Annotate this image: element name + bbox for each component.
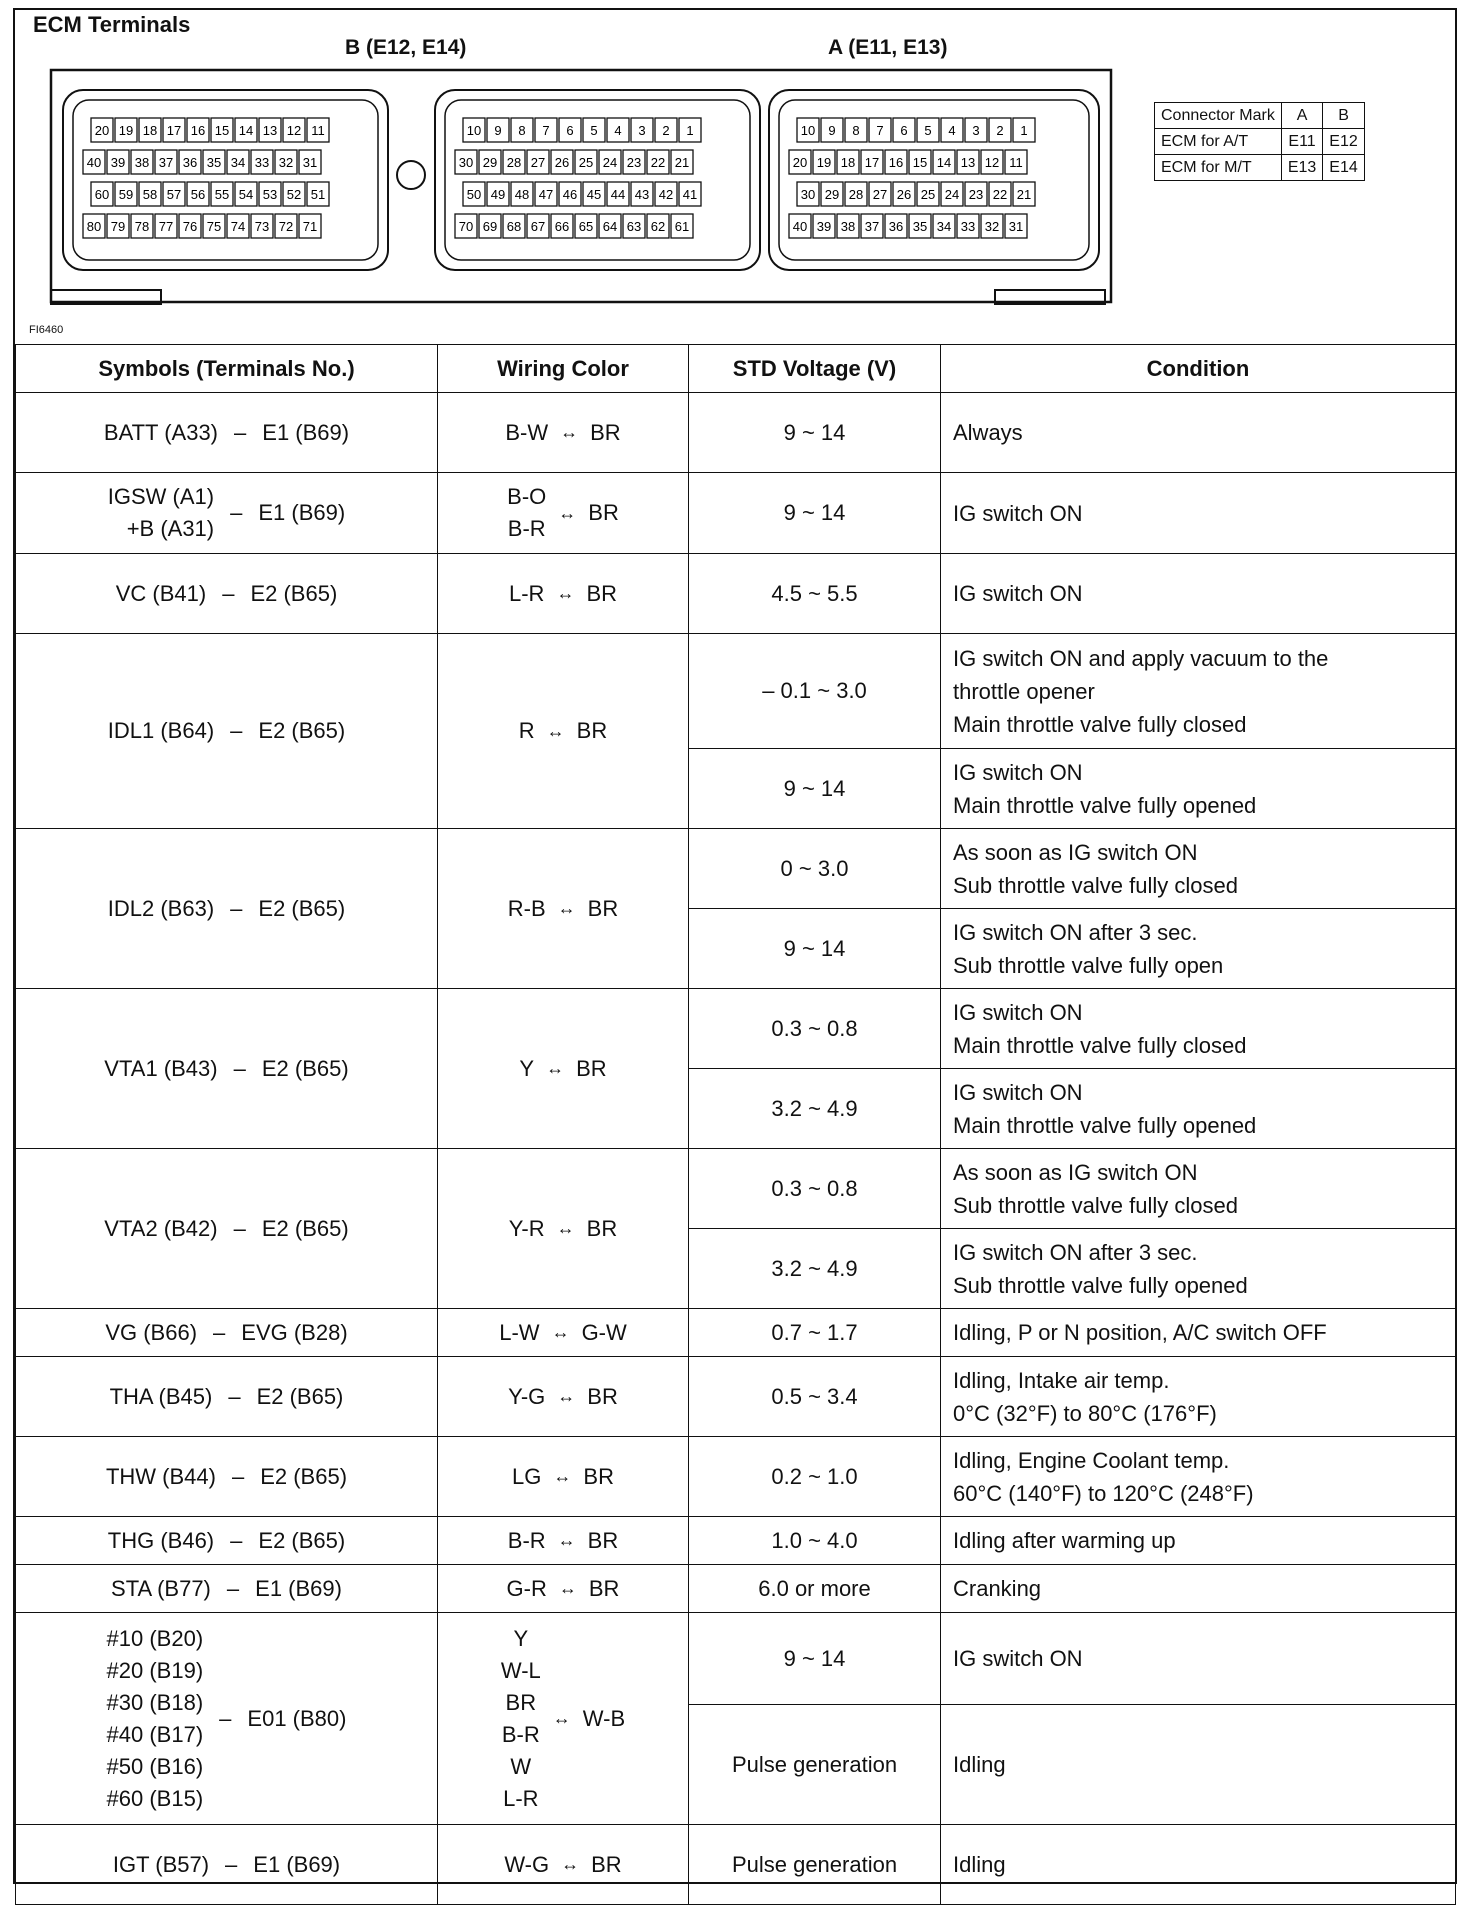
connector-b-left-pin-label: 35	[206, 155, 222, 170]
connector-a-pin-label: 21	[1016, 187, 1032, 202]
connector-a-pin-label: 36	[888, 219, 904, 234]
symbol-ground: E2 (B65)	[260, 1463, 348, 1489]
connector-a-pin-label: 31	[1008, 219, 1024, 234]
condition: Always	[941, 393, 1456, 473]
connector-a-pin-label: 34	[936, 219, 952, 234]
connector-b-left-pin-label: 15	[214, 123, 230, 138]
connector-b-right-pin-label: 3	[638, 123, 646, 138]
connector-a-pin-label: 4	[948, 123, 956, 138]
ecm-at-b: E12	[1323, 129, 1364, 155]
connector-b-left-pin-label: 79	[110, 219, 126, 234]
symbol-terminal: #20 (B19)	[106, 1657, 204, 1683]
connector-b-right-pin-label: 47	[538, 187, 554, 202]
symbol-ground: E2 (B65)	[256, 1383, 344, 1409]
connector-b-right-pin-label: 62	[650, 219, 666, 234]
connector-b-right-pin-label: 42	[658, 187, 674, 202]
connector-mark-table	[1154, 102, 1365, 181]
symbol-terminal: THA (B45)	[109, 1383, 213, 1409]
wire-color-ground: BR	[591, 1851, 622, 1877]
connector-a-pin-label: 10	[800, 123, 816, 138]
wire-color: W-G	[504, 1851, 550, 1877]
dash: –	[230, 1527, 243, 1553]
wire-color: R	[518, 718, 535, 743]
connector-a-pin-label: 29	[824, 187, 840, 202]
dash: –	[230, 895, 243, 921]
arrow-icon: ↔	[546, 720, 565, 741]
header-voltage: STD Voltage (V)	[689, 345, 941, 393]
connector-b-left-pin-label: 34	[230, 155, 246, 170]
std-voltage: 1.0 ~ 4.0	[689, 1517, 941, 1565]
symbol-terminal: IDL1 (B64)	[107, 718, 215, 743]
wire-color: R-B	[507, 895, 546, 921]
condition: As soon as IG switch ON Sub throttle valve fully closed	[941, 829, 1456, 909]
connector-mark-b: B	[1323, 103, 1364, 129]
connector-b-left-pin-label: 53	[262, 187, 278, 202]
symbol-terminal: VC (B41)	[115, 580, 207, 606]
arrow-icon: ↔	[556, 1218, 575, 1238]
arrow-icon: ↔	[557, 898, 576, 918]
symbol-terminal: +B (A31)	[126, 516, 215, 541]
connector-b-left-pin-label: 56	[190, 187, 206, 202]
wire-color-ground: BR	[587, 1383, 618, 1409]
connector-b-right-pin-label: 25	[578, 155, 594, 170]
std-voltage: 0.5 ~ 3.4	[689, 1357, 941, 1437]
table-row	[16, 1825, 1456, 1905]
connector-b-left-pin-label: 51	[310, 187, 326, 202]
connector-b-left-pin-label: 38	[134, 155, 150, 170]
connector-b-right-pin-label: 29	[482, 155, 498, 170]
table-row	[16, 554, 1456, 634]
dash: –	[213, 1319, 226, 1345]
connector-b-right-pin-label: 30	[458, 155, 474, 170]
connector-a-pin-label: 38	[840, 219, 856, 234]
connector-b-left-pin-label: 18	[142, 123, 158, 138]
connector-b-right-pin-label: 21	[674, 155, 690, 170]
arrow-icon: ↔	[557, 1530, 576, 1550]
wire-color-ground: BR	[588, 1575, 620, 1601]
connector-a-label: A (E11, E13)	[828, 36, 948, 59]
table-row	[16, 1149, 1456, 1229]
arrow-icon: ↔	[551, 1322, 570, 1342]
wire-color-ground: BR	[586, 580, 617, 606]
wire-color: BR	[505, 1689, 537, 1715]
table-header	[16, 345, 1456, 393]
symbol-terminal: VG (B66)	[105, 1319, 198, 1345]
table-row	[16, 829, 1456, 909]
connector-b-right-pin-label: 65	[578, 219, 594, 234]
wire-color-ground: BR	[588, 500, 619, 525]
table-row	[16, 1517, 1456, 1565]
connector-mark-header	[1155, 103, 1365, 129]
connector-b-right-pin-label: 63	[626, 219, 642, 234]
connector-a-pin-label: 17	[864, 155, 880, 170]
condition: IG switch ON	[941, 473, 1456, 554]
connector-b-right-pin-label: 6	[566, 123, 574, 138]
std-voltage: Pulse generation	[689, 1825, 941, 1905]
symbol-terminal: #50 (B16)	[106, 1753, 204, 1779]
connector-a-pin-label: 13	[960, 155, 976, 170]
symbol-ground: E01 (B80)	[247, 1705, 347, 1731]
symbol-terminal: #40 (B17)	[106, 1721, 204, 1747]
wire-color-ground: BR	[576, 1055, 607, 1081]
connector-b-right-pin-label: 69	[482, 219, 498, 234]
connector-a-pin-label: 2	[996, 123, 1004, 138]
symbol-ground: E2 (B65)	[258, 895, 346, 921]
symbol-ground: E1 (B69)	[253, 1851, 341, 1877]
wire-color: LG	[512, 1463, 542, 1489]
connector-b-right-pin-label: 2	[662, 123, 670, 138]
condition: IG switch ON after 3 sec. Sub throttle valve fully open	[941, 909, 1456, 989]
wire-color-ground: BR	[583, 1463, 614, 1489]
connector-b-right-pin-label: 7	[542, 123, 550, 138]
connector-a-pin-label: 7	[876, 123, 884, 138]
std-voltage: – 0.1 ~ 3.0	[689, 634, 941, 749]
connector-b-left-pin-label: 36	[182, 155, 198, 170]
connector-b-right-pin-label: 68	[506, 219, 522, 234]
connector-b-left-pin-label: 11	[311, 123, 325, 138]
condition: IG switch ON Main throttle valve fully closed	[941, 989, 1456, 1069]
wire-color-ground: BR	[586, 1215, 618, 1241]
std-voltage: 3.2 ~ 4.9	[689, 1229, 941, 1309]
symbol-ground: E2 (B65)	[250, 580, 338, 606]
std-voltage: 4.5 ~ 5.5	[689, 554, 941, 634]
wire-color: Y	[519, 1055, 535, 1081]
symbol-ground: EVG (B28)	[241, 1319, 348, 1345]
connector-b-right-pin-label: 67	[530, 219, 546, 234]
arrow-icon: ↔	[558, 1578, 577, 1598]
dash: –	[231, 1463, 245, 1489]
connector-b-right-pin-label: 4	[614, 123, 622, 138]
std-voltage: 0 ~ 3.0	[689, 829, 941, 909]
symbol-terminal: VTA2 (B42)	[104, 1215, 218, 1241]
condition: Idling	[941, 1705, 1456, 1825]
connector-a-pin-label: 18	[840, 155, 856, 170]
connector-b-right-pin-label: 44	[610, 187, 626, 202]
connector-a-pin-label: 30	[800, 187, 816, 202]
connector-b-right-pin-label: 9	[494, 123, 502, 138]
dash: –	[226, 1575, 240, 1601]
std-voltage: 6.0 or more	[689, 1565, 941, 1613]
wire-color-ground: BR	[587, 1527, 619, 1553]
header-symbols: Symbols (Terminals No.)	[16, 345, 438, 393]
table-row	[16, 473, 1456, 554]
symbol-terminal: IGSW (A1)	[107, 484, 215, 509]
connector-b-right-pin-label: 24	[602, 155, 618, 170]
arrow-icon: ↔	[560, 422, 579, 442]
symbol-terminal: #60 (B15)	[106, 1785, 204, 1811]
std-voltage: 9 ~ 14	[689, 393, 941, 473]
connector-a-pin-label: 28	[848, 187, 864, 202]
connector-b-left-pin-label: 59	[118, 187, 134, 202]
page-frame	[13, 8, 1457, 1884]
std-voltage: 0.3 ~ 0.8	[689, 1149, 941, 1229]
connector-a-pin-label: 6	[900, 123, 908, 138]
header-condition: Condition	[941, 345, 1456, 393]
table-row	[16, 634, 1456, 749]
symbol-ground: E1 (B69)	[255, 1575, 342, 1601]
wire-color: L-W	[499, 1319, 540, 1345]
symbol-ground: E2 (B65)	[261, 1215, 349, 1241]
ecm-mt-b: E14	[1323, 155, 1364, 181]
connector-b-right-pin-label: 8	[518, 123, 526, 138]
condition: IG switch ON	[941, 1613, 1456, 1705]
connector-b-left-pin-label: 58	[142, 187, 158, 202]
wire-color-ground: BR	[590, 419, 621, 445]
connector-b-left-pin-label: 14	[238, 123, 254, 138]
connector-a-pin-label: 1	[1020, 123, 1028, 138]
wire-color-ground: BR	[576, 718, 608, 743]
ecm-mt-a: E13	[1281, 155, 1322, 181]
figure-id: FI6460	[29, 324, 64, 336]
connector-b-right-pin-label: 5	[590, 123, 598, 138]
connector-b-right-pin-label: 27	[530, 155, 546, 170]
wire-color-ground: BR	[587, 895, 619, 921]
terminal-table	[15, 344, 1456, 1905]
arrow-icon: ↔	[561, 1854, 580, 1874]
table-row	[16, 1565, 1456, 1613]
arrow-icon: ↔	[546, 1058, 565, 1078]
wire-color: L-R	[508, 580, 545, 606]
condition: Idling, Intake air temp. 0°C (32°F) to 80°C (176°F)	[941, 1357, 1456, 1437]
connector-a-pin-label: 9	[828, 123, 836, 138]
wire-color: W-L	[500, 1657, 541, 1683]
symbol-terminal: VTA1 (B43)	[104, 1055, 218, 1081]
table-row	[16, 1437, 1456, 1517]
connector-a-pin-label: 20	[792, 155, 808, 170]
std-voltage: 0.2 ~ 1.0	[689, 1437, 941, 1517]
connector-mark-a: A	[1281, 103, 1322, 129]
arrow-icon: ↔	[558, 502, 577, 523]
ecm-terminals-diagram	[15, 10, 1455, 344]
connector-a-pin-label: 8	[852, 123, 860, 138]
connector-a-pin-label: 39	[816, 219, 832, 234]
header-wiring: Wiring Color	[438, 345, 689, 393]
arrow-icon: ↔	[557, 1386, 576, 1406]
connector-b-left-pin-label: 33	[254, 155, 270, 170]
std-voltage: 9 ~ 14	[689, 909, 941, 989]
connector-a-pin-label: 33	[960, 219, 976, 234]
condition: As soon as IG switch ON Sub throttle valve fully closed	[941, 1149, 1456, 1229]
condition: IG switch ON after 3 sec. Sub throttle valve fully opened	[941, 1229, 1456, 1309]
connector-b-left-pin-label: 57	[166, 187, 182, 202]
connector-a-pin-label: 15	[912, 155, 928, 170]
wire-color: L-R	[503, 1785, 539, 1811]
wire-color: B-R	[507, 516, 546, 541]
std-voltage: 3.2 ~ 4.9	[689, 1069, 941, 1149]
std-voltage: 0.3 ~ 0.8	[689, 989, 941, 1069]
dash: –	[225, 1851, 238, 1877]
connector-b-left-pin-label: 39	[110, 155, 126, 170]
connector-b-right-pin-label: 45	[586, 187, 602, 202]
ecm-at-label: ECM for A/T	[1155, 129, 1282, 155]
symbol-ground: E2 (B65)	[258, 718, 346, 743]
connector-b-left-pin-label: 60	[94, 187, 110, 202]
connector-b-right-pin-label: 41	[682, 187, 698, 202]
connector-b-left-pin-label: 76	[182, 219, 198, 234]
connector-a-pin-label: 25	[920, 187, 936, 202]
connector-b-left-pin-label: 80	[86, 219, 102, 234]
symbol-terminal: #30 (B18)	[106, 1689, 204, 1715]
dash: –	[233, 1215, 246, 1241]
wire-color: Y-R	[508, 1215, 545, 1241]
condition: Cranking	[941, 1565, 1456, 1613]
connector-b-left-pin-label: 55	[214, 187, 230, 202]
symbol-terminal: #10 (B20)	[106, 1625, 204, 1651]
connector-a-pin-label: 40	[792, 219, 808, 234]
symbol-terminal: BATT (A33)	[103, 419, 219, 445]
connector-b-right-pin-label: 61	[674, 219, 690, 234]
connector-a-pin-label: 26	[896, 187, 912, 202]
std-voltage: 9 ~ 14	[689, 1613, 941, 1705]
table-row	[16, 1309, 1456, 1357]
symbol-terminal: IDL2 (B63)	[107, 895, 215, 921]
connector-a-pin-label: 37	[864, 219, 880, 234]
connector-a-pin-label: 27	[872, 187, 888, 202]
connector-b-right-pin-label: 28	[506, 155, 522, 170]
connector-b-left-pin-label: 31	[302, 155, 318, 170]
wire-color: Y-G	[508, 1383, 546, 1409]
dash: –	[222, 580, 235, 606]
arrow-icon: ↔	[552, 1708, 571, 1728]
symbol-ground: E1 (B69)	[258, 500, 346, 525]
connector-b-left-pin-label: 37	[158, 155, 174, 170]
wire-color: B-R	[501, 1721, 540, 1747]
connector-b-left-pin-label: 13	[262, 123, 278, 138]
connector-mark-row	[1155, 129, 1365, 155]
dash: –	[228, 1383, 241, 1409]
connector-b-left-pin-label: 40	[86, 155, 102, 170]
connector-a-pin-label: 23	[968, 187, 984, 202]
connector-b-left-pin-label: 54	[238, 187, 254, 202]
connector-a-pin-label: 14	[936, 155, 952, 170]
table-row	[16, 393, 1456, 473]
wire-color: Y	[513, 1625, 529, 1651]
connector-b-left-pin-label: 75	[206, 219, 222, 234]
dash: –	[234, 419, 247, 445]
connector-b-right-pin-label: 43	[634, 187, 650, 202]
connector-b-left-pin-label: 74	[230, 219, 246, 234]
connector-b-left-pin-label: 71	[302, 219, 318, 234]
wire-color-ground: W-B	[582, 1705, 626, 1731]
connector-b-left-pin-label: 78	[134, 219, 150, 234]
connector-b-left-pin-label: 12	[286, 123, 302, 138]
connector-a-pin-label: 24	[944, 187, 960, 202]
connector-b-left-pin-label: 52	[286, 187, 302, 202]
symbol-ground: E2 (B65)	[261, 1055, 349, 1081]
connector-b-right-pin-label: 23	[626, 155, 642, 170]
connector-a-pin-label: 12	[984, 155, 1000, 170]
std-voltage: 9 ~ 14	[689, 473, 941, 554]
connector-b-left-pin-label: 32	[278, 155, 294, 170]
symbol-terminal: THW (B44)	[105, 1463, 216, 1489]
connector-a-pin-label: 32	[984, 219, 1000, 234]
symbol-terminal: THG (B46)	[107, 1527, 215, 1553]
connector-b-left-pin-label: 20	[94, 123, 110, 138]
connector-b-right-pin-label: 22	[650, 155, 666, 170]
connector-b-left-pin-label: 17	[166, 123, 182, 138]
connector-b-right-pin-label: 1	[686, 123, 694, 138]
std-voltage: 0.7 ~ 1.7	[689, 1309, 941, 1357]
condition: IG switch ON and apply vacuum to the throttle opener Main throttle valve fully closed	[941, 634, 1456, 749]
table-row	[16, 989, 1456, 1069]
symbol-ground: E2 (B65)	[258, 1527, 346, 1553]
wire-color: B-R	[507, 1527, 546, 1553]
arrow-icon: ↔	[556, 583, 575, 603]
symbol-ground: E1 (B69)	[262, 419, 350, 445]
connector-b-right-pin-label: 70	[458, 219, 474, 234]
wire-color: B-O	[507, 484, 547, 509]
dash: –	[233, 1055, 246, 1081]
connector-b-right-pin-label: 48	[514, 187, 530, 202]
connector-a-pin-label: 11	[1009, 155, 1023, 170]
connector-a-pin-label: 35	[912, 219, 928, 234]
connector-b-right-pin-label: 26	[554, 155, 570, 170]
connector-b-right-pin-label: 49	[490, 187, 506, 202]
condition: Idling, P or N position, A/C switch OFF	[941, 1309, 1456, 1357]
connector-b-right-pin-label: 64	[602, 219, 618, 234]
connector-mark-row	[1155, 155, 1365, 181]
connector-b-left-pin-label: 77	[158, 219, 174, 234]
wire-color: W	[510, 1753, 532, 1779]
symbol-terminal: IGT (B57)	[112, 1851, 210, 1877]
connector-b-right-pin-label: 46	[562, 187, 578, 202]
ecm-at-a: E11	[1281, 129, 1322, 155]
ecm-mt-label: ECM for M/T	[1155, 155, 1282, 181]
condition: Idling	[941, 1825, 1456, 1905]
diagram-title: ECM Terminals	[33, 12, 191, 37]
connector-a-pin-label: 16	[888, 155, 904, 170]
connector-b-left-pin-label: 72	[278, 219, 294, 234]
condition: IG switch ON Main throttle valve fully opened	[941, 1069, 1456, 1149]
connector-b-right-pin-label: 66	[554, 219, 570, 234]
symbol-terminal: STA (B77)	[111, 1575, 211, 1601]
std-voltage: Pulse generation	[689, 1705, 941, 1825]
std-voltage: 9 ~ 14	[689, 749, 941, 829]
connector-a-pin-label: 19	[816, 155, 832, 170]
connector-mark-label: Connector Mark	[1155, 103, 1282, 129]
condition: IG switch ON Main throttle valve fully opened	[941, 749, 1456, 829]
dash: –	[230, 718, 243, 743]
connector-b-left-pin-label: 19	[118, 123, 134, 138]
table-row	[16, 1357, 1456, 1437]
connector-b-left-pin-label: 73	[254, 219, 270, 234]
connector-b-right-pin-label: 50	[466, 187, 482, 202]
dash: –	[219, 1705, 232, 1731]
connector-b-right-pin-label: 10	[466, 123, 482, 138]
connector-b-label: B (E12, E14)	[345, 36, 467, 59]
condition: Idling after warming up	[941, 1517, 1456, 1565]
connector-a-pin-label: 22	[992, 187, 1008, 202]
wire-color: G-R	[506, 1575, 547, 1601]
arrow-icon: ↔	[553, 1466, 572, 1486]
condition: IG switch ON	[941, 554, 1456, 634]
dash: –	[230, 500, 243, 525]
connector-b-left-pin-label: 16	[190, 123, 206, 138]
wire-color-ground: G-W	[581, 1319, 627, 1345]
condition: Idling, Engine Coolant temp. 60°C (140°F) to 120°C (248°F)	[941, 1437, 1456, 1517]
connector-a-pin-label: 3	[972, 123, 980, 138]
wire-color: B-W	[505, 419, 549, 445]
table-row	[16, 1613, 1456, 1705]
connector-a-pin-label: 5	[924, 123, 932, 138]
